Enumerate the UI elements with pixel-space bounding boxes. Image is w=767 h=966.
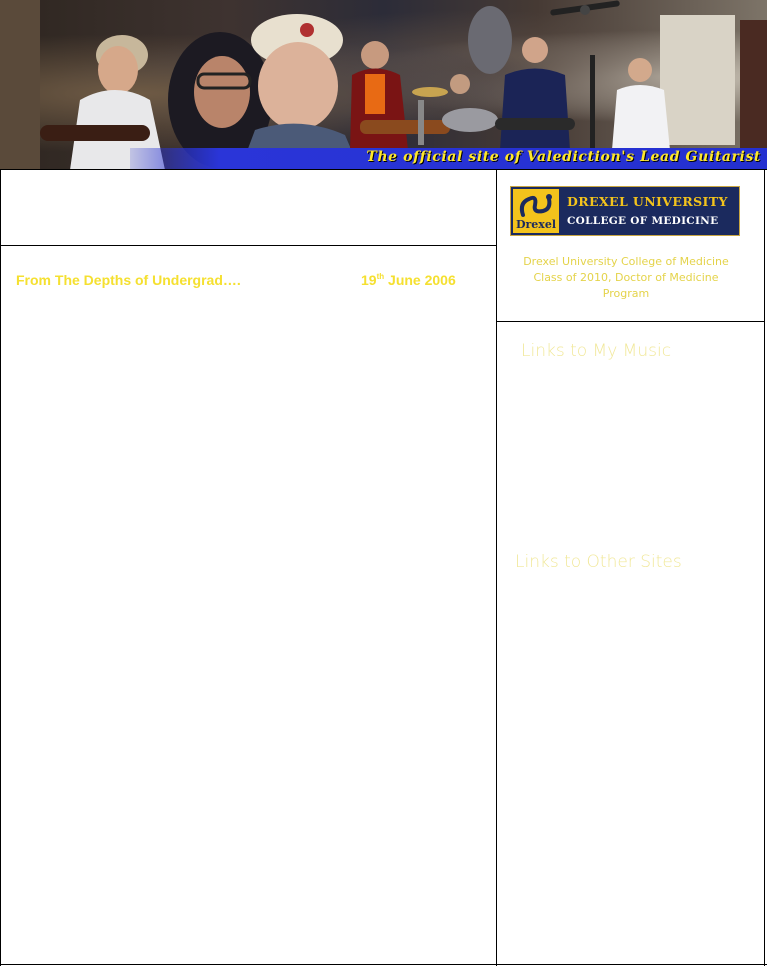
post-date (361, 272, 456, 288)
photo-couple (168, 14, 360, 170)
tagline-strip (130, 148, 767, 170)
post-date-day: 19 (361, 272, 377, 288)
music-links-heading: Links to My Music (521, 341, 672, 361)
sidebar-divider (496, 321, 765, 322)
logo-college-name: COLLEGE OF MEDICINE (567, 215, 719, 227)
band-collage-image (0, 0, 767, 170)
caption-line: Drexel University College of Medicine (523, 255, 729, 268)
caption-line: Class of 2010, Doctor of Medicine (533, 271, 719, 284)
post-title: From The Depths of Undergrad…. (16, 272, 241, 288)
bottom-border (0, 964, 767, 965)
content-top-divider (0, 245, 497, 246)
logo-emblem-word: Drexel (515, 218, 557, 231)
photo-ceiling-fan (550, 0, 620, 16)
right-border (764, 169, 765, 966)
left-border (0, 169, 1, 966)
drexel-caption (498, 254, 754, 302)
column-divider (496, 169, 497, 966)
post-date-rest: June 2006 (384, 272, 456, 288)
dragon-icon (513, 189, 559, 233)
header-banner (0, 0, 767, 170)
photo-guitarist-left (0, 0, 165, 170)
logo-university-name: DREXEL UNIVERSITY (567, 194, 728, 209)
site-tagline: The official site of Valediction's Lead Guitarist (366, 149, 761, 165)
other-links-heading: Links to Other Sites (515, 552, 682, 572)
post-date-suffix: th (376, 272, 385, 281)
drexel-logo[interactable] (510, 186, 740, 236)
photo-singer (590, 15, 767, 150)
photo-drummer (412, 74, 498, 145)
caption-line: Program (602, 287, 650, 300)
header-divider (0, 169, 767, 170)
